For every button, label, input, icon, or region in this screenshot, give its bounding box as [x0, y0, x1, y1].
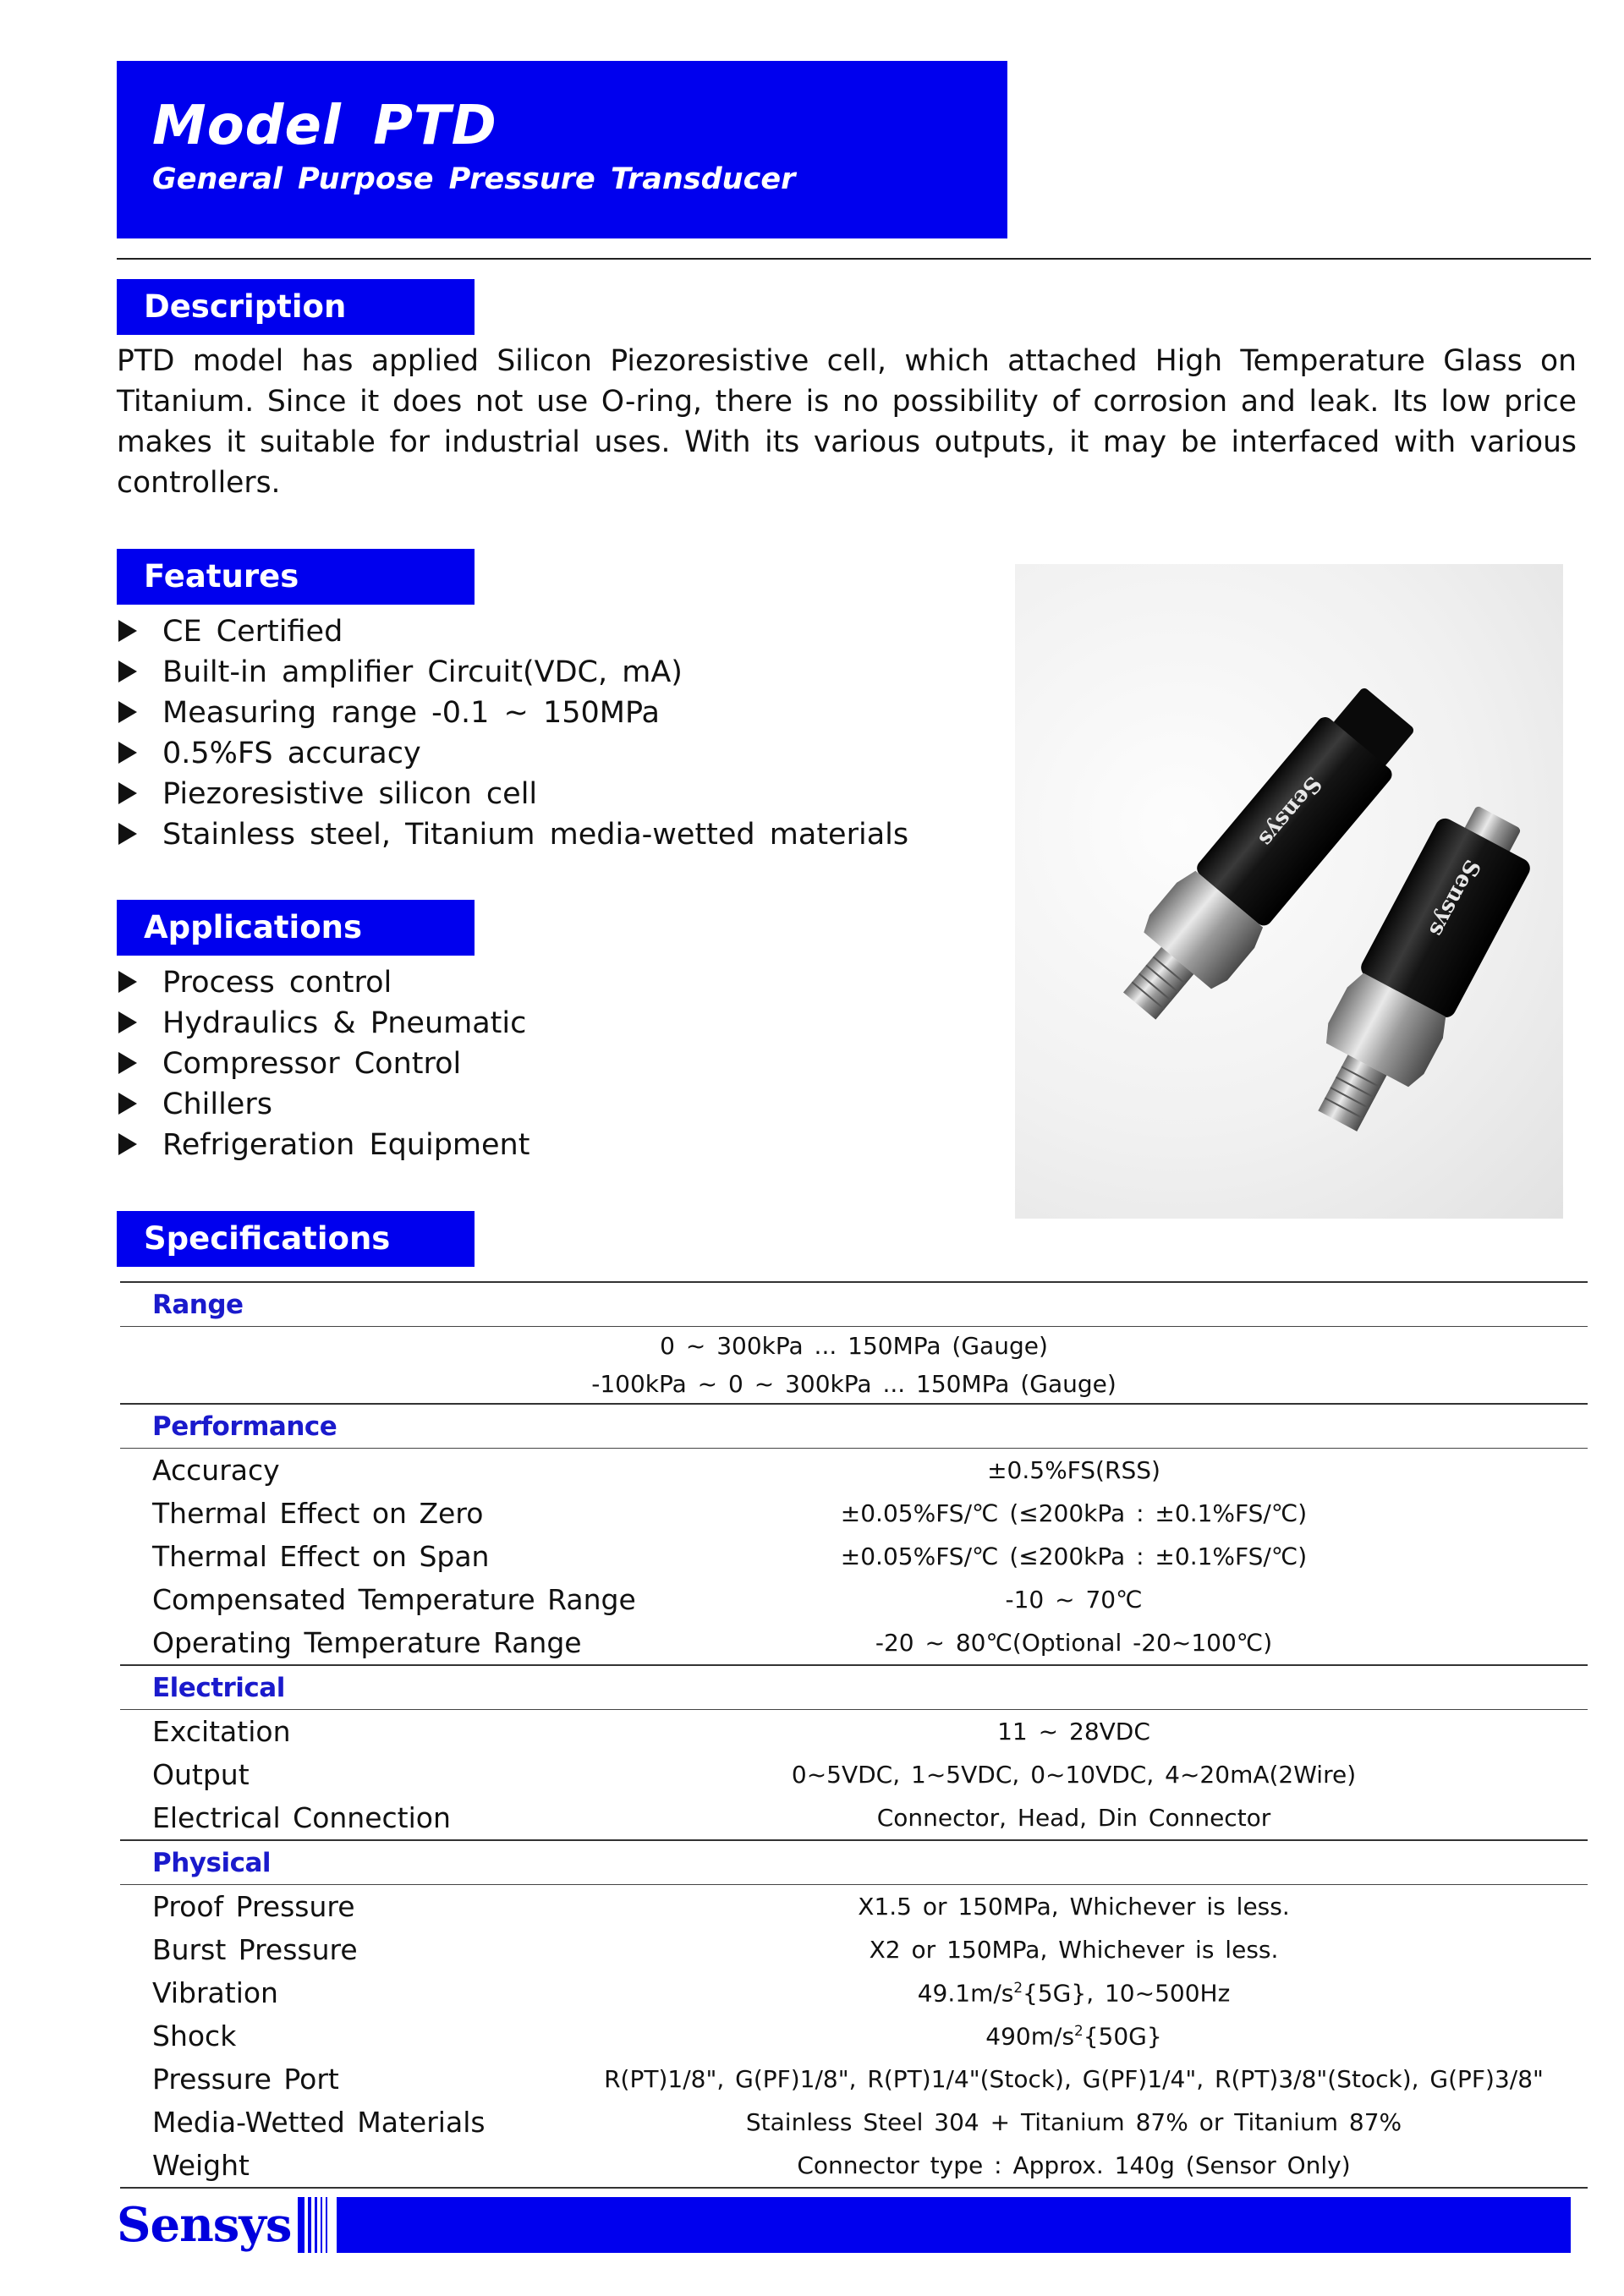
brand-label: Sensys [1423, 855, 1485, 941]
table-row [120, 2101, 1588, 2144]
list-item: CE Certified [118, 611, 908, 652]
spec-group-performance [120, 1404, 1588, 1449]
arrow-bullet-icon [118, 742, 137, 764]
pressure-transducer-illustration [1015, 564, 1563, 1219]
features-list [118, 611, 908, 855]
table-row [120, 1928, 1588, 1971]
arrow-bullet-icon [118, 701, 137, 723]
table-row [120, 1327, 1588, 1366]
list-item: Hydraulics & Pneumatic [118, 1003, 529, 1044]
spec-label: Thermal Effect on Zero [152, 1497, 484, 1530]
spec-value: -10 ~ 70℃ [1005, 1586, 1143, 1614]
table-row [120, 1535, 1588, 1578]
spec-label: Accuracy [152, 1454, 280, 1487]
spec-value: X1.5 or 150MPa, Whichever is less. [858, 1893, 1290, 1921]
list-item: Refrigeration Equipment [118, 1125, 529, 1165]
spec-group-title: Physical [120, 1840, 1588, 1885]
arrow-bullet-icon [118, 823, 137, 845]
spec-value: R(PT)1/8", G(PF)1/8", R(PT)1/4"(Stock), G(PF)1/4", R(PT)3/8"(Stock), G(PF)3/8" [604, 2065, 1544, 2093]
table-row [120, 1621, 1588, 1665]
spec-group-physical [120, 1840, 1588, 1885]
table-row [120, 1365, 1588, 1404]
page-title: Model PTD [152, 95, 497, 157]
table-row [120, 1971, 1588, 2014]
spec-label: Excitation [152, 1715, 291, 1748]
spec-value: ±0.05%FS/℃ (≤200kPa : ±0.1%FS/℃) [840, 1499, 1308, 1527]
description-heading: Description [117, 279, 475, 335]
arrow-bullet-icon [118, 1052, 137, 1074]
table-row [120, 1885, 1588, 1929]
spec-value: -100kPa ~ 0 ~ 300kPa ... 150MPa (Gauge) [591, 1370, 1116, 1398]
arrow-bullet-icon [118, 1093, 137, 1115]
spec-label: Shock [152, 2019, 237, 2052]
header-divider [117, 258, 1591, 260]
list-item: Piezoresistive silicon cell [118, 774, 908, 814]
applications-heading: Applications [117, 900, 475, 956]
spec-label: Electrical Connection [152, 1801, 451, 1834]
spec-value: 11 ~ 28VDC [997, 1718, 1150, 1745]
list-item: Compressor Control [118, 1044, 529, 1084]
product-photo [1015, 564, 1563, 1219]
spec-value: Connector, Head, Din Connector [876, 1804, 1271, 1832]
spec-group-title: Range [120, 1282, 1588, 1327]
specifications-heading: Specifications [117, 1211, 475, 1267]
spec-value: Connector type : Approx. 140g (Sensor Only) [560, 2144, 1588, 2188]
table-row [120, 2144, 1588, 2188]
list-item: Process control [118, 962, 529, 1003]
spec-group-title: Performance [120, 1404, 1588, 1449]
table-row [120, 1492, 1588, 1535]
spec-value: 0 ~ 300kPa ... 150MPa (Gauge) [660, 1332, 1048, 1360]
table-row [120, 1753, 1588, 1796]
spec-value: 0~5VDC, 1~5VDC, 0~10VDC, 4~20mA(2Wire) [791, 1761, 1357, 1789]
spec-label: Media-Wetted Materials [152, 2106, 486, 2139]
title-banner [117, 61, 1007, 238]
spec-label: Pressure Port [152, 2063, 339, 2096]
arrow-bullet-icon [118, 1133, 137, 1155]
description-text: PTD model has applied Silicon Piezoresistive cell, which attached High Temperature Glass on Titanium. Since it does not use O-ring, there is no possibility of corrosion and leak. Its low price makes it suitable for industrial uses. With its various outputs, it may be interfaced with various controllers. [117, 344, 1577, 500]
spec-label: Weight [120, 2144, 560, 2188]
page-subtitle: General Purpose Pressure Transducer [152, 162, 796, 196]
spec-group-range [120, 1282, 1588, 1327]
spec-label: Proof Pressure [152, 1890, 355, 1923]
table-row [120, 1578, 1588, 1621]
list-item: Chillers [118, 1084, 529, 1125]
list-item: Measuring range -0.1 ~ 150MPa [118, 693, 908, 733]
spec-value: -20 ~ 80℃(Optional -20~100℃) [875, 1629, 1273, 1657]
applications-list [118, 962, 529, 1165]
specifications-table [120, 1281, 1588, 2189]
spec-label: Operating Temperature Range [152, 1626, 582, 1659]
list-item: 0.5%FS accuracy [118, 733, 908, 774]
arrow-bullet-icon [118, 1011, 137, 1033]
spec-label: Burst Pressure [152, 1933, 358, 1966]
features-heading: Features [117, 549, 475, 605]
list-item: Built-in amplifier Circuit(VDC, mA) [118, 652, 908, 693]
table-row [120, 2014, 1588, 2058]
spec-value: X2 or 150MPa, Whichever is less. [869, 1936, 1279, 1964]
footer-logo: Sensys [117, 2197, 292, 2253]
list-item: Stainless steel, Titanium media-wetted materials [118, 814, 908, 855]
spec-value: $490m/s^2\{50G\}$ [985, 2021, 1162, 2051]
table-row [120, 1710, 1588, 1754]
spec-value: ±0.05%FS/℃ (≤200kPa : ±0.1%FS/℃) [840, 1543, 1308, 1570]
spec-group-electrical [120, 1665, 1588, 1710]
arrow-bullet-icon [118, 971, 137, 993]
arrow-bullet-icon [118, 782, 137, 804]
spec-value: Stainless Steel 304 + Titanium 87% or Titanium 87% [745, 2108, 1402, 2136]
spec-label: Output [152, 1758, 250, 1791]
arrow-bullet-icon [118, 660, 137, 682]
spec-value: $49.1m/s^2\{5G\}$, 10~500Hz [917, 1978, 1231, 2008]
spec-group-title: Electrical [120, 1665, 1588, 1710]
footer-stripes [298, 2197, 332, 2253]
spec-label: Compensated Temperature Range [152, 1583, 636, 1616]
footer-bar [337, 2197, 1571, 2253]
table-row [120, 1796, 1588, 1840]
arrow-bullet-icon [118, 620, 137, 642]
brand-label: Sensys [1253, 770, 1326, 852]
table-row [120, 2058, 1588, 2101]
table-row [120, 1449, 1588, 1493]
spec-value: ±0.5%FS(RSS) [987, 1456, 1160, 1484]
spec-label: Vibration [152, 1976, 278, 2009]
spec-label: Thermal Effect on Span [152, 1540, 490, 1573]
